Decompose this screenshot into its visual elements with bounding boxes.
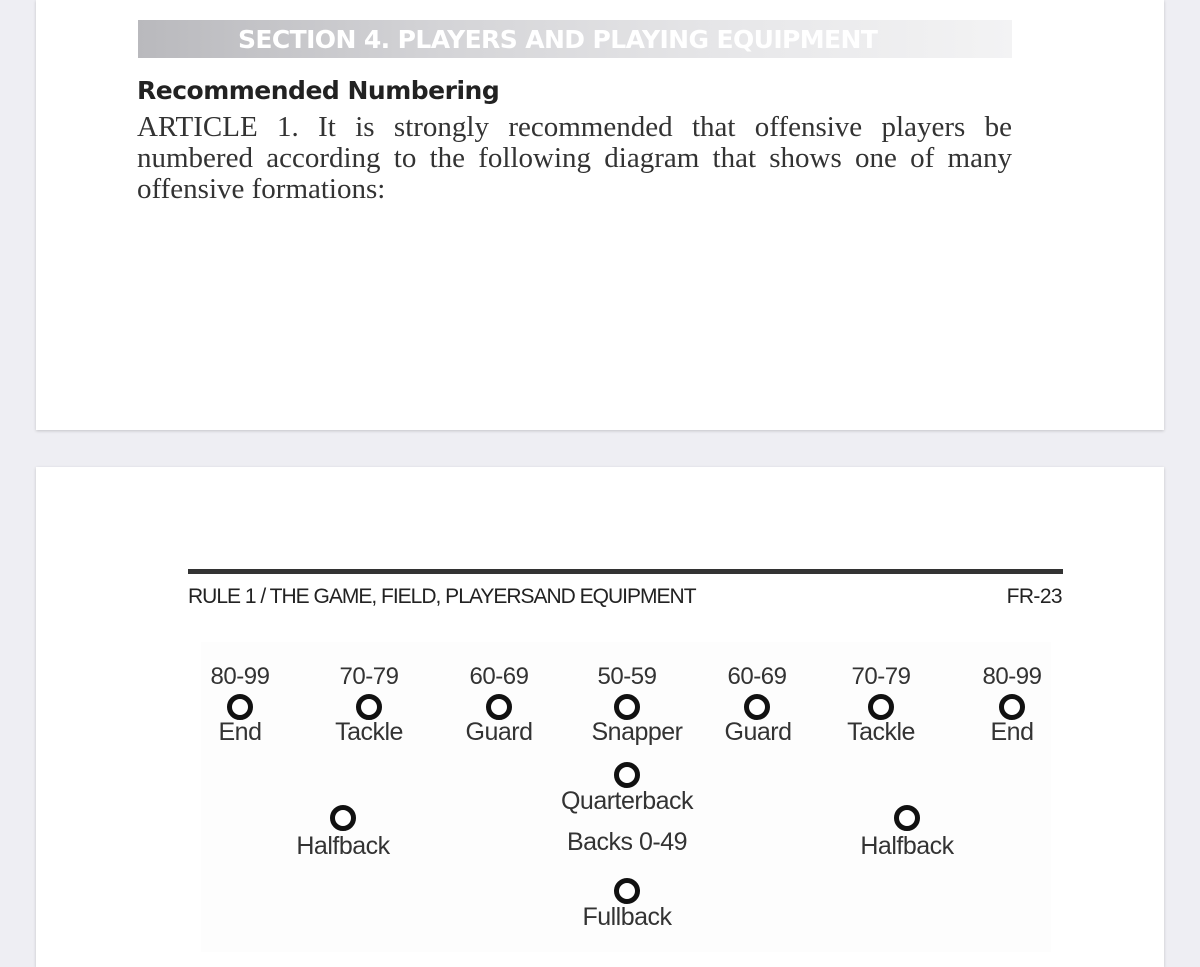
- quarterback-label: Quarterback: [560, 787, 694, 815]
- section-title-bar: [138, 20, 1012, 58]
- page-number: FR-23: [1006, 585, 1062, 608]
- line-position-1: End: [218, 718, 262, 746]
- section-title: SECTION 4. PLAYERS AND PLAYING EQUIPMENT: [238, 25, 878, 54]
- player-marker-end-left: [227, 694, 253, 720]
- player-marker-guard-right: [744, 694, 770, 720]
- line-position-5: Guard: [724, 718, 792, 746]
- line-number-6: 70-79: [851, 663, 911, 690]
- article-1-text: ARTICLE 1. It is strongly recommended that offensive players be numbered according to the following diagram that shows one of many offensive formations:: [137, 111, 1012, 205]
- line-number-5: 60-69: [727, 663, 787, 690]
- line-number-7: 80-99: [982, 663, 1042, 690]
- halfback-right-label: Halfback: [860, 832, 954, 860]
- running-head: RULE 1 / THE GAME, FIELD, PLAYERSAND EQUIPMENT: [188, 585, 696, 608]
- player-marker-end-right: [999, 694, 1025, 720]
- halfback-left-label: Halfback: [296, 832, 390, 860]
- header-rule: [188, 569, 1063, 574]
- line-position-2: Tackle: [335, 718, 403, 746]
- player-marker-snapper: [614, 694, 640, 720]
- player-marker-guard-left: [486, 694, 512, 720]
- line-number-3: 60-69: [469, 663, 529, 690]
- line-number-1: 80-99: [210, 663, 270, 690]
- line-position-3: Guard: [465, 718, 533, 746]
- player-marker-tackle-right: [868, 694, 894, 720]
- player-marker-fullback: [614, 878, 640, 904]
- line-number-2: 70-79: [339, 663, 399, 690]
- player-marker-tackle-left: [356, 694, 382, 720]
- formation-diagram: [201, 642, 1051, 952]
- heading-recommended-numbering: Recommended Numbering: [137, 76, 500, 105]
- line-number-4: 50-59: [597, 663, 657, 690]
- line-position-7: End: [990, 718, 1034, 746]
- player-marker-quarterback: [614, 762, 640, 788]
- player-marker-halfback-right: [894, 805, 920, 831]
- page-bottom: [36, 467, 1164, 967]
- fullback-label: Fullback: [582, 903, 672, 931]
- backs-numbers-label: Backs 0-49: [566, 828, 688, 856]
- line-position-4: Snapper: [591, 718, 683, 746]
- page-top: [36, 0, 1164, 430]
- line-position-6: Tackle: [847, 718, 915, 746]
- player-marker-halfback-left: [330, 805, 356, 831]
